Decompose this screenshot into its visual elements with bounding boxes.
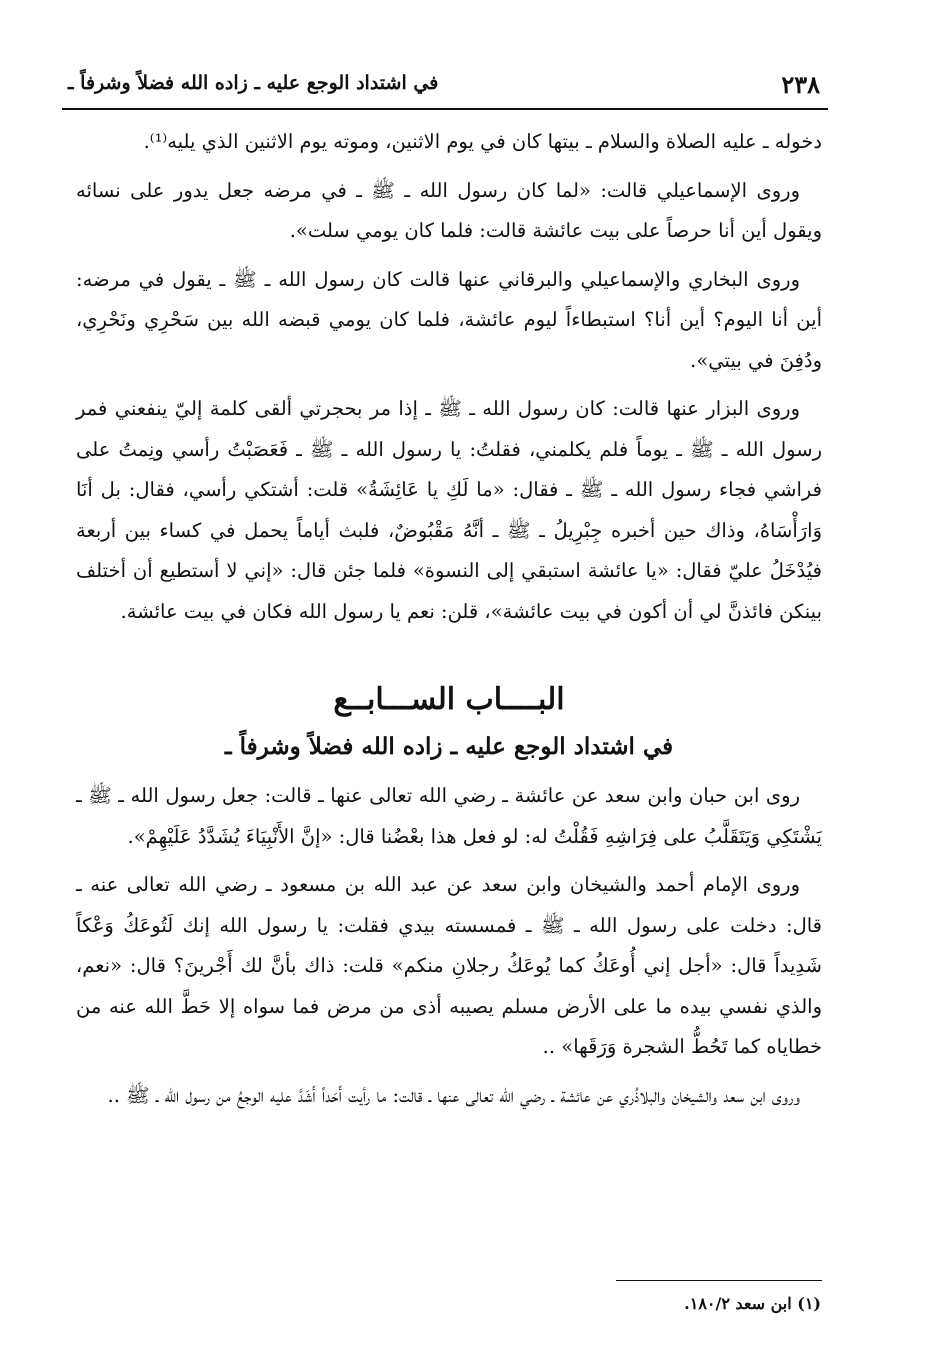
chapter-title: البــــاب الســـابــع	[333, 682, 565, 717]
footnote: (١) ابن سعد ١٨٠/٢.	[684, 1294, 821, 1313]
footnote-rule	[616, 1280, 822, 1281]
paragraph: وروى ابن سعد والشيخان والبلاذُري عن عائشة ـ رضي الله تعالى عنها ـ قالت: ما رأيت أَحَداً أَشَدَّ عليه الوجعُ من رسول الله ـ ﷺ ..	[107, 1083, 800, 1107]
running-title: في اشتداد الوجع عليه ـ زاده الله فضلاً وشرفاً ـ	[68, 72, 439, 94]
page-body	[76, 122, 822, 1124]
paragraph: وروى الإمام أحمد والشيخان وابن سعد عن عبد الله بن مسعود ـ رضي الله تعالى عنه ـ قال: دخلت على رسول الله ـ ﷺ ـ فمسسته بيدي فقلت: يا رسول الله إنك لَتُوعَكُ وَعْكاً شَدِيداً قال: «أجل إني أُوعَكُ كما يُوعَكُ رجلانِ منكم» قلت: ذاك بأنَّ لك أَجْرينَ؟ قال: «نعم، والذي نفسي بيده ما على الأرض مسلم يصيبه أذى من مرض فما سواه إلا حَطَّ الله عنه من خطاياه كما تَحُطُّ الشجرة وَرَقَها» ..	[76, 873, 822, 1058]
section-gap	[76, 640, 822, 678]
paragraph: روى ابن حبان وابن سعد عن عائشة ـ رضي الله تعالى عنها ـ قالت: جعل رسول الله ـ ﷺ ـ يَشْتَكِي وَيَتَقَلَّبُ على فِرَاشِهِ فَقُلْتُ له: لو فعل هذا بعْضُنا قال: «إنَّ الأَنْبِيَاءَ يُشَدَّدُ عَلَيْهِمْ».	[76, 784, 822, 848]
chapter-subtitle: في اشتداد الوجع عليه ـ زاده الله فضلاً وشرفاً ـ	[224, 733, 674, 760]
header-rule	[62, 108, 828, 110]
paragraph: دخوله ـ عليه الصلاة والسلام ـ بيتها كان في يوم الاثنين، وموته يوم الاثنين الذي يليه⁽¹⁾.	[143, 130, 822, 153]
paragraph: وروى الإسماعيلي قالت: «لما كان رسول الله ـ ﷺ ـ في مرضه جعل يدور على نسائه ويقول أين أنا حرصاً على بيت عائشة قالت: فلما كان يومي سلت».	[76, 178, 822, 242]
paragraph: وروى البخاري والإسماعيلي والبرقاني عنها قالت كان رسول الله ـ ﷺ ـ يقول في مرضه: أين أنا اليوم؟ أين أنا؟ استبطاءاً ليوم عائشة، فلما كان يومي قبضه الله بين سَحْرِي ونَحْرِي، ودُفِنَ في بيتي».	[76, 267, 822, 372]
page-header	[62, 68, 828, 104]
paragraph: وروى البزار عنها قالت: كان رسول الله ـ ﷺ ـ إذا مر بحجرتي ألقى كلمة إليّ ينفعني فمر رسول الله ـ ﷺ ـ يوماً فلم يكلمني، فقلتُ: يا رسول الله ـ ﷺ ـ فَعَصَبْتُ رأسي ونِمتُ على فراشي فجاء رسول الله ـ ﷺ ـ فقال: «ما لَكِ يا عَائِشَةُ» قلت: أشتكي رأسي، فقال: بل أنَا وَارَأْسَاهُ، وذاك حين أخبره جِبْرِيلُ ـ ﷺ ـ أنَّهُ مَقْبُوضٌ، فلبث أياماً يحمل في كساء بين أربعة فيُدْخَلُ عليّ فقال: «يا عائشة استبقي إلى النسوة» فلما جئن قال: «إني لا أستطيع أن أختلف بينكن فائذنَّ لي أن أكون في بيت عائشة»، قلن: نعم يا رسول الله فكان في بيت عائشة.	[76, 397, 822, 623]
page-number: ٢٣٨	[781, 70, 820, 99]
